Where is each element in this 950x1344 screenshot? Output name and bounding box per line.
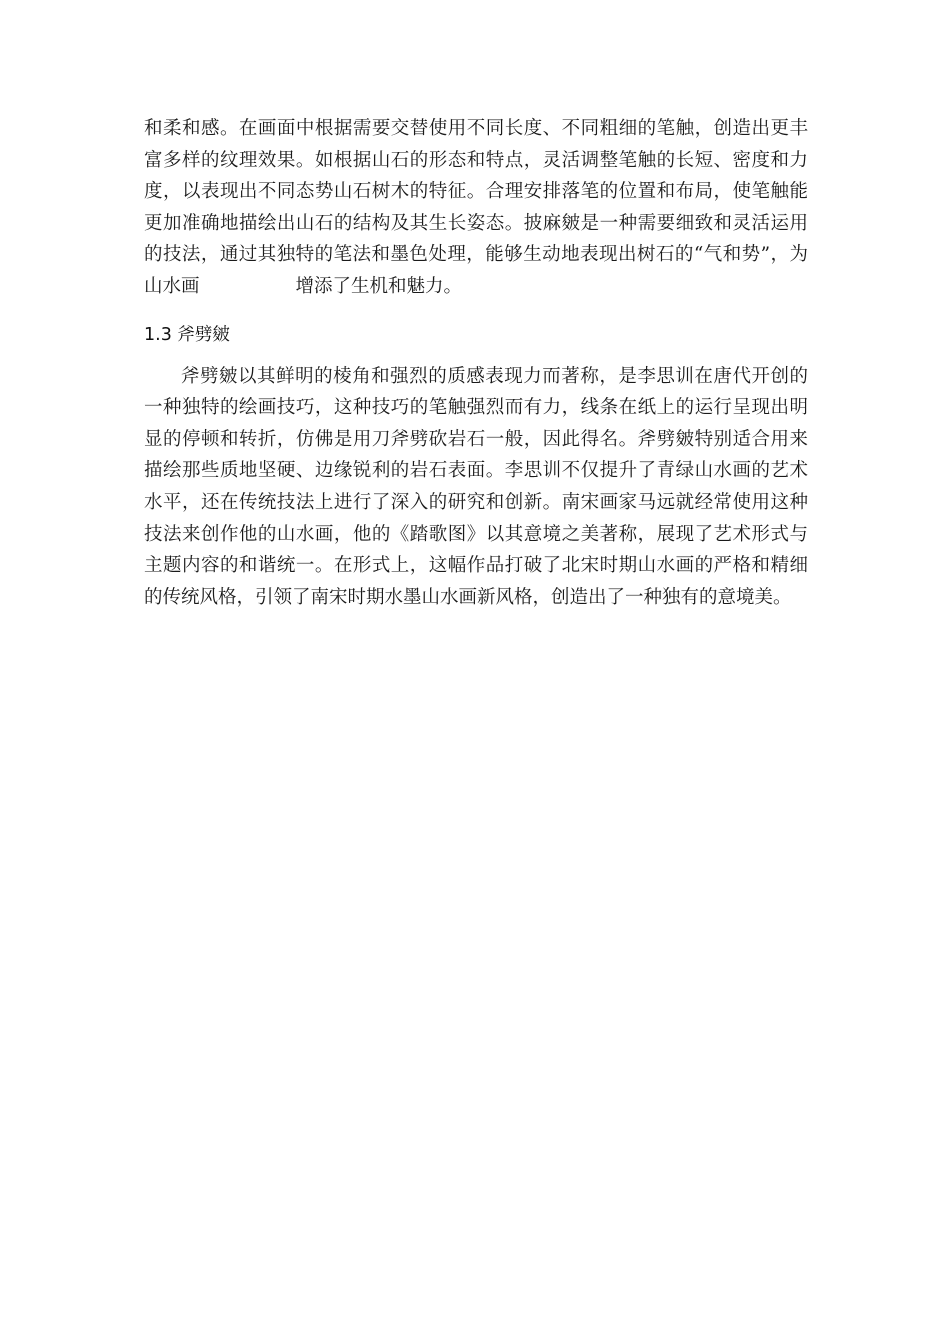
continued-paragraph-text: 和柔和感。在画面中根据需要交替使用不同长度、不同粗细的笔触，创造出更丰富多样的纹理效果。如根据山石的形态和特点，灵活调整笔触的长短、密度和力度，以表现出不同态势山石树木的特征。合理安排落笔的位置和布局，使笔触能更加准确地描绘出山石的结构及其生长姿态。披麻皴是一种需要细致和灵活运用的技法，通过其独特的笔法和墨色处理，能够生动地表现出树石的“气和势”，为山水画 [144, 118, 808, 297]
continued-paragraph-tail: 增添了生机和魅力。 [295, 275, 463, 297]
section-heading: 1.3 斧劈皴 [144, 324, 230, 345]
document-body [144, 113, 808, 613]
section-paragraph: 斧劈皴以其鲜明的棱角和强烈的质感表现力而著称，是李思训在唐代开创的一种独特的绘画技巧，这种技巧的笔触强烈而有力，线条在纸上的运行呈现出明显的停顿和转折，仿佛是用刀斧劈砍岩石一般，因此得名。斧劈皴特别适合用来描绘那些质地坚硬、边缘锐利的岩石表面。李思训不仅提升了青绿山水画的艺术水平，还在传统技法上进行了深入的研究和创新。南宋画家马远就经常使用这种技法来创作他的山水画，他的《踏歌图》以其意境之美著称，展现了艺术形式与主题内容的和谐统一。在形式上，这幅作品打破了北宋时期山水画的严格和精细的传统风格，引领了南宋时期水墨山水画新风格，创造出了一种独有的意境美。 [144, 365, 808, 608]
continued-paragraph [144, 113, 808, 303]
